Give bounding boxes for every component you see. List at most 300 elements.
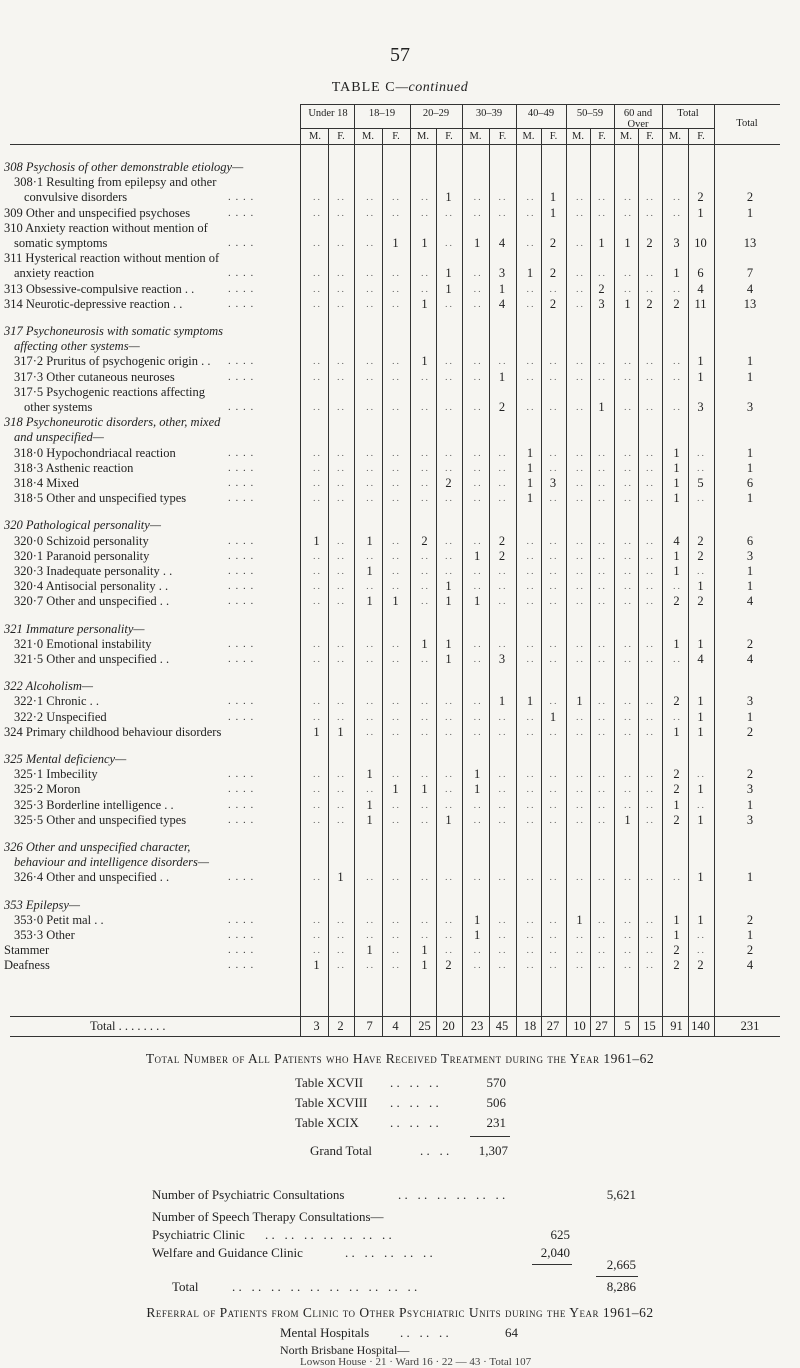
table-cell: . . [624, 654, 631, 664]
table-cell: . . [646, 192, 653, 203]
table-cell: 1 [746, 709, 754, 724]
table-cell: . . [313, 872, 320, 883]
table-cell: 2 [445, 958, 452, 973]
table-cell: . . [392, 814, 399, 825]
table-title [0, 80, 800, 96]
table-cell: 2 [549, 236, 557, 250]
table-cell: . . [549, 784, 557, 795]
table-cell: . . [646, 493, 653, 504]
table-cell: 2 [598, 281, 605, 296]
table-cell: . . [392, 192, 399, 203]
table-cell: . . [624, 596, 631, 607]
table-cell: . . [598, 638, 605, 649]
table-cell: . . [549, 283, 557, 294]
summary3-continued: Lowson House · 21 · Ward 16 · 22 — 43 · Total 107 [300, 1356, 532, 1368]
table-cell: . . [673, 402, 680, 412]
table-cell: . . [697, 799, 704, 810]
table-cell: . . [624, 550, 631, 561]
table-cell: . . [576, 298, 583, 309]
table-cell: . . [598, 356, 605, 367]
table-cell: . . [337, 814, 344, 825]
table-cell: . . [337, 566, 344, 576]
table-title-sub: —continued [395, 80, 469, 95]
table-cell: 1 [421, 236, 428, 250]
table-cell: . . [673, 283, 680, 294]
row-leader-dots: . . . . [228, 695, 255, 708]
row-leader-dots: . . . . [228, 267, 255, 280]
table-cell: . . [337, 711, 344, 722]
table-cell: 4 [746, 594, 754, 609]
table-cell: 2 [673, 958, 680, 973]
table-cell: . . [576, 814, 583, 825]
table-cell: . . [366, 696, 374, 707]
table-cell: 1 [549, 709, 557, 724]
table-cell: . . [392, 207, 399, 218]
table-cell: 1 [746, 579, 754, 594]
table-cell: . . [445, 207, 452, 218]
table-cell: 1 [549, 190, 557, 205]
table-cell: . . [624, 638, 631, 649]
table-row [0, 898, 800, 912]
table-cell: . . [624, 192, 631, 203]
table-cell: . . [598, 566, 605, 576]
table-cell: . . [598, 696, 605, 707]
table-cell: 2 [498, 548, 506, 563]
table-cell: . . [313, 581, 320, 592]
table-cell: . . [526, 799, 534, 810]
table-cell: 1 [697, 812, 704, 827]
table-cell: . . [624, 711, 631, 722]
table-cell: . . [598, 268, 605, 279]
table-cell: . . [392, 581, 399, 592]
psych-consult-value: 5,621 [606, 1187, 636, 1202]
summary2-rule [532, 1264, 572, 1265]
row-label: anxiety reaction [14, 266, 95, 281]
table-cell: . . [445, 535, 452, 546]
table-row [0, 679, 800, 693]
table-cell: 3 [746, 694, 754, 709]
table-cell: 2 [549, 296, 557, 311]
table-cell: 1 [624, 296, 631, 311]
table-cell: . . [526, 596, 534, 607]
table-cell: . . [392, 356, 399, 367]
table-cell: . . [526, 814, 534, 825]
row-leader-dots: . . . . [228, 549, 255, 562]
table-cell: . . [498, 726, 506, 737]
table-cell: . . [498, 638, 506, 649]
table-cell: . . [366, 478, 374, 488]
table-cell: . . [498, 711, 506, 722]
table-bottom-rule [10, 1036, 780, 1037]
table-cell: 1 [673, 797, 680, 812]
table-cell: . . [337, 596, 344, 607]
table-cell: 1 [498, 281, 506, 296]
table-cell: . . [473, 268, 481, 279]
row-label: affecting other systems— [14, 339, 140, 354]
row-label: behaviour and intelligence disorders— [14, 855, 209, 870]
row-label: 324 Primary childhood behaviour disorders [4, 724, 222, 739]
table-cell: 2 [697, 594, 704, 609]
summary1-item-label: Table XCVIII [295, 1095, 368, 1110]
summary2-dots: . . . . . . . . . . [345, 1245, 433, 1260]
nb-sum: 43 [469, 1356, 481, 1368]
row-label: 317·3 Other cutaneous neuroses [14, 369, 175, 384]
table-cell: . . [473, 298, 481, 309]
row-leader-dots: . . . . [228, 477, 255, 489]
table-row [0, 206, 800, 220]
row-label: 322·1 Chronic . . [14, 694, 100, 709]
total-cell: 27 [595, 1019, 608, 1033]
table-cell: . . [598, 596, 605, 607]
column-group-header: 20–29 [422, 108, 450, 119]
table-cell: . . [646, 914, 653, 925]
table-cell: 1 [421, 636, 428, 651]
table-cell: . . [498, 914, 506, 925]
row-label: 321·0 Emotional instability [14, 636, 152, 651]
row-label: Deafness [4, 958, 50, 973]
table-cell: . . [421, 493, 428, 504]
table-row [0, 297, 800, 311]
table-cell: . . [598, 726, 605, 737]
table-cell: . . [498, 930, 506, 940]
column-sub-header: F. [697, 131, 705, 142]
table-cell: . . [421, 566, 428, 576]
row-leader-dots: . . . . [228, 871, 255, 884]
speech-item-value: 625 [550, 1227, 570, 1242]
table-cell: . . [392, 654, 399, 664]
table-cell: . . [313, 462, 320, 473]
summary2-dots: . . . . . . . . . . . . . . [265, 1227, 392, 1242]
table-cell: . . [337, 696, 344, 707]
table-cell: 1 [366, 812, 373, 827]
table-cell: 3 [746, 782, 754, 797]
table-cell: . . [445, 930, 452, 940]
table-cell: 2 [421, 533, 428, 548]
table-cell: . . [337, 638, 344, 649]
table-cell: 1 [673, 928, 680, 942]
table-cell: . . [598, 872, 605, 883]
table-cell: . . [337, 769, 344, 780]
row-leader-dots: . . . . [228, 768, 255, 781]
table-cell: . . [526, 371, 534, 382]
table-cell: . . [392, 872, 399, 883]
table-row [0, 813, 800, 827]
row-leader-dots: . . . . [228, 710, 255, 723]
table-cell: . . [366, 960, 374, 971]
table-cell: 3 [498, 266, 506, 281]
table-cell: . . [421, 478, 428, 488]
table-cell: . . [445, 493, 452, 504]
table-cell: . . [526, 930, 534, 940]
column-sub-header: F. [392, 131, 400, 142]
table-cell: . . [473, 371, 481, 382]
table-cell: 2 [673, 296, 680, 311]
speech-sum: 2,665 [606, 1257, 636, 1272]
table-cell: . . [646, 402, 653, 412]
table-cell: . . [598, 535, 605, 546]
table-cell: 1 [598, 236, 605, 250]
total-cell: 25 [418, 1019, 431, 1033]
table-cell: 1 [337, 870, 344, 885]
table-cell: . . [421, 207, 428, 218]
table-row [0, 461, 800, 475]
table-cell: . . [576, 283, 583, 294]
row-leader-dots: . . . . [228, 492, 255, 505]
table-cell: . . [313, 356, 320, 367]
table-cell: 1 [673, 476, 680, 490]
table-cell: 1 [673, 724, 680, 739]
row-label: 320·7 Other and unspecified . . [14, 594, 170, 609]
table-cell: . . [498, 478, 506, 488]
table-cell: 1 [697, 694, 704, 709]
table-cell: 1 [673, 912, 680, 927]
row-label: 325·1 Imbecility [14, 767, 98, 782]
row-label: 311 Hysterical reaction without mention of [4, 251, 220, 266]
table-row [0, 339, 800, 353]
table-cell: . . [313, 945, 320, 956]
table-cell: . . [337, 356, 344, 367]
table-cell: 2 [746, 724, 754, 739]
table-row [0, 913, 800, 927]
table-row [0, 767, 800, 781]
north-brisbane-label: North Brisbane Hospital— [280, 1343, 410, 1357]
table-cell: . . [313, 478, 320, 488]
table-cell: . . [498, 872, 506, 883]
table-row [0, 476, 800, 490]
table-cell: . . [445, 402, 452, 412]
table-cell: . . [624, 872, 631, 883]
table-cell: 1 [445, 266, 452, 281]
table-row [0, 221, 800, 235]
row-leader-dots: . . . . [228, 637, 255, 650]
table-row [0, 637, 800, 651]
table-cell: 1 [337, 724, 344, 739]
table-cell: . . [392, 371, 399, 382]
table-cell: . . [392, 402, 399, 412]
table-row [0, 943, 800, 957]
table-title-main: TABLE C [331, 80, 396, 95]
table-cell: . . [421, 283, 428, 294]
row-leader-dots: . . . . [228, 237, 255, 249]
table-cell: . . [313, 298, 320, 309]
table-cell: . . [366, 581, 374, 592]
table-cell: 13 [743, 296, 757, 311]
table-cell: 2 [646, 236, 653, 250]
table-cell: . . [421, 192, 428, 203]
table-row [0, 622, 800, 636]
table-cell: 1 [697, 724, 704, 739]
table-cell: . . [366, 930, 374, 940]
table-row [0, 236, 800, 250]
row-leader-dots: . . . . [228, 565, 255, 577]
table-cell: 3 [697, 400, 704, 414]
table-cell: . . [421, 371, 428, 382]
table-cell: . . [366, 283, 374, 294]
table-cell: . . [646, 799, 653, 810]
table-cell: 1 [746, 928, 754, 942]
table-cell: . . [445, 462, 452, 473]
table-row [0, 251, 800, 265]
table-cell: 2 [673, 943, 680, 958]
row-leader-dots: . . . . [228, 813, 255, 826]
table-cell: . . [498, 447, 506, 458]
table-cell: 1 [697, 369, 704, 384]
table-cell: 1 [473, 912, 481, 927]
row-leader-dots: . . . . [228, 534, 255, 547]
total-cell: 7 [366, 1019, 373, 1033]
table-cell: . . [576, 726, 583, 737]
table-cell: . . [473, 799, 481, 810]
table-cell: . . [366, 711, 374, 722]
table-cell: . . [549, 356, 557, 367]
table-cell: . . [445, 356, 452, 367]
table-cell: . . [526, 726, 534, 737]
table-cell: . . [313, 371, 320, 382]
row-label: 317·5 Psychogenic reactions affecting [14, 384, 206, 399]
table-row [0, 579, 800, 593]
table-top-rule [300, 104, 780, 105]
table-cell: 3 [673, 236, 680, 250]
table-cell: . . [473, 711, 481, 722]
table-cell: . . [392, 462, 399, 473]
row-leader-dots: . . . . [228, 798, 255, 811]
column-sub-header: F. [646, 131, 654, 142]
row-label: 317·2 Pruritus of psychogenic origin . . [14, 354, 211, 369]
column-group-header: 50–59 [576, 108, 604, 119]
table-cell: 4 [673, 533, 680, 548]
row-leader-dots: . . . . [228, 461, 255, 474]
summary1-dots: . . . . . . [390, 1095, 439, 1110]
table-cell: . . [697, 462, 704, 473]
table-cell: 7 [746, 266, 754, 281]
table-cell: 1 [445, 594, 452, 609]
table-cell: 1 [598, 400, 605, 414]
summary2-rule [596, 1276, 638, 1277]
table-cell: 1 [697, 636, 704, 651]
table-cell: . . [445, 711, 452, 722]
table-cell: . . [498, 945, 506, 956]
table-cell: . . [598, 945, 605, 956]
table-cell: . . [366, 268, 374, 279]
table-cell: 1 [421, 958, 428, 973]
table-cell: . . [421, 402, 428, 412]
column-group-header: 40–49 [527, 108, 555, 119]
nb-item-label: Lowson House [300, 1356, 367, 1368]
table-cell: 4 [697, 281, 704, 296]
table-cell: . . [473, 581, 481, 592]
mental-hospitals-value: 64 [505, 1325, 518, 1340]
table-cell: . . [421, 711, 428, 722]
row-label: 320·3 Inadequate personality . . [14, 564, 173, 578]
table-cell: . . [646, 696, 653, 707]
table-cell: . . [366, 726, 374, 737]
table-row [0, 652, 800, 666]
table-cell: . . [473, 696, 481, 707]
table-cell: . . [421, 914, 428, 925]
table-cell: 1 [746, 445, 754, 460]
nb-item-value: 21 [375, 1356, 387, 1368]
table-cell: . . [337, 192, 344, 203]
table-row [0, 928, 800, 942]
table-cell: . . [392, 268, 399, 279]
total-cell: 18 [523, 1019, 537, 1033]
row-label: 326 Other and unspecified character, [4, 840, 191, 854]
speech-item-label: Welfare and Guidance Clinic [152, 1245, 303, 1260]
table-cell: . . [498, 960, 506, 971]
row-label: 353·3 Other [14, 928, 75, 942]
table-cell: . . [576, 535, 583, 546]
table-cell: 1 [624, 812, 631, 827]
table-cell: 1 [697, 579, 704, 594]
table-cell: . . [576, 550, 583, 561]
table-cell: . . [576, 268, 583, 279]
total-cell: 27 [546, 1019, 560, 1033]
row-label: and unspecified— [14, 430, 104, 445]
row-label: 320·4 Antisocial personality . . [14, 579, 169, 594]
summary1-item-label: Table XCIX [295, 1115, 359, 1130]
table-cell: 3 [498, 652, 506, 666]
table-cell: . . [421, 596, 428, 607]
total-cell: 231 [740, 1019, 760, 1033]
row-label: 318·0 Hypochondriacal reaction [14, 445, 176, 460]
row-label: 321 Immature personality— [4, 621, 145, 636]
summary1-item-label: Table XCVII [295, 1075, 364, 1090]
table-cell: . . [392, 493, 399, 504]
table-cell: . . [337, 914, 344, 925]
table-cell: . . [313, 566, 320, 576]
table-cell: . . [526, 207, 534, 218]
table-cell: . . [598, 654, 605, 664]
table-cell: 2 [673, 694, 680, 709]
table-cell: 1 [473, 594, 481, 609]
table-cell: . . [576, 945, 583, 956]
row-label: convulsive disorders [24, 190, 128, 205]
table-cell: . . [646, 207, 653, 218]
table-row [0, 190, 800, 204]
table-cell: 3 [746, 812, 754, 827]
table-total-top-rule [10, 1016, 780, 1017]
table-cell: 6 [746, 476, 754, 490]
table-cell: . . [473, 638, 481, 649]
table-row [0, 594, 800, 608]
table-cell: . . [526, 784, 534, 795]
table-cell: . . [598, 799, 605, 810]
table-cell: . . [498, 814, 506, 825]
table-cell: . . [498, 207, 506, 218]
table-cell: . . [646, 960, 653, 971]
row-label: 320 Pathological personality— [4, 518, 161, 533]
table-cell: 6 [697, 266, 704, 281]
table-cell: 1 [445, 812, 452, 827]
summary2-total-value: 8,286 [606, 1279, 636, 1294]
table-cell: . . [526, 769, 534, 780]
table-cell: . . [498, 356, 506, 367]
mental-hospitals-label: Mental Hospitals [280, 1325, 370, 1340]
table-cell: . . [445, 238, 452, 248]
total-row [0, 1019, 800, 1033]
table-cell: . . [549, 447, 557, 458]
table-row [0, 782, 800, 796]
table-cell: . . [313, 914, 320, 925]
table-cell: . . [421, 769, 428, 780]
table-cell: . . [366, 192, 374, 203]
table-cell: . . [549, 726, 557, 737]
table-cell: 1 [576, 694, 583, 709]
table-cell: . . [445, 550, 452, 561]
table-cell: 2 [746, 190, 754, 205]
table-cell: 2 [646, 296, 653, 311]
table-cell: . . [624, 447, 631, 458]
